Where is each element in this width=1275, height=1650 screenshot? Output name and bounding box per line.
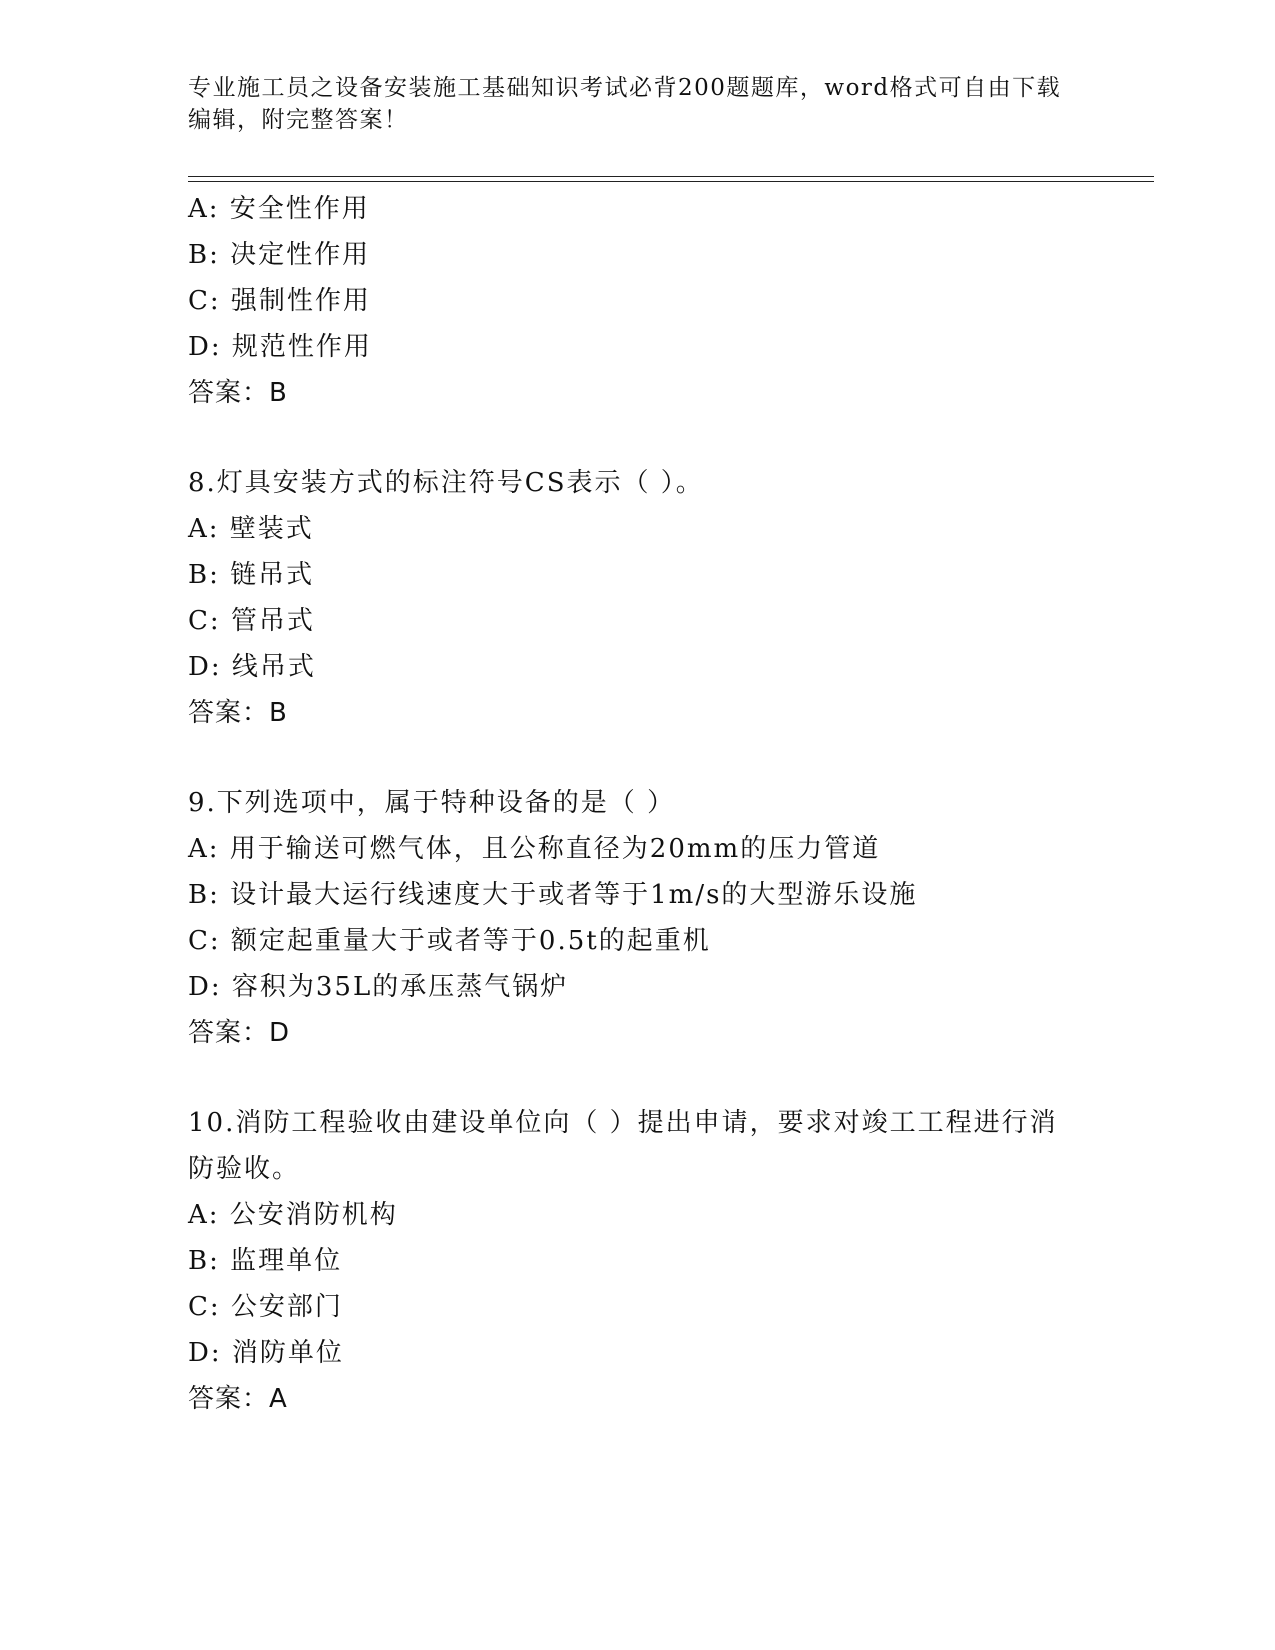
- header-divider-bottom: [188, 181, 1154, 182]
- option-d: D: 线吊式: [188, 652, 316, 682]
- option-a: A: 用于输送可燃气体，且公称直径为20mm的压力管道: [188, 834, 881, 864]
- option-a: A: 安全性作用: [188, 194, 370, 224]
- question-8: [188, 460, 1088, 736]
- option-d: D: 规范性作用: [188, 332, 372, 362]
- option-c: C: 额定起重量大于或者等于0.5t的起重机: [188, 926, 711, 956]
- question-text: 10.消防工程验收由建设单位向（ ）提出申请，要求对竣工工程进行消防验收。: [188, 1108, 1058, 1184]
- question-text: 8.灯具安装方式的标注符号CS表示（ ）。: [188, 468, 704, 498]
- header-divider-top: [188, 176, 1154, 177]
- option-b: B: 决定性作用: [188, 240, 371, 270]
- option-b: B: 链吊式: [188, 560, 315, 590]
- answer: 答案：D: [188, 1018, 291, 1048]
- question-list: [188, 186, 1088, 1422]
- question-9: [188, 780, 1088, 1056]
- document-header: [188, 72, 1068, 136]
- option-c: C: 强制性作用: [188, 286, 371, 316]
- answer: 答案：B: [188, 698, 288, 728]
- question-text: 9.下列选项中，属于特种设备的是（ ）: [188, 788, 676, 818]
- question-10: [188, 1100, 1088, 1422]
- answer: 答案：B: [188, 378, 288, 408]
- option-b: B: 监理单位: [188, 1246, 343, 1276]
- option-d: D: 容积为35L的承压蒸气锅炉: [188, 972, 569, 1002]
- option-c: C: 公安部门: [188, 1292, 343, 1322]
- answer: 答案：A: [188, 1384, 288, 1414]
- option-d: D: 消防单位: [188, 1338, 344, 1368]
- question-7-partial: [188, 186, 1088, 416]
- option-a: A: 壁装式: [188, 514, 314, 544]
- option-b: B: 设计最大运行线速度大于或者等于1m/s的大型游乐设施: [188, 880, 918, 910]
- option-c: C: 管吊式: [188, 606, 315, 636]
- option-a: A: 公安消防机构: [188, 1200, 398, 1230]
- header-title: 专业施工员之设备安装施工基础知识考试必背200题题库，word格式可自由下载编辑，附完整答案！: [188, 75, 1062, 133]
